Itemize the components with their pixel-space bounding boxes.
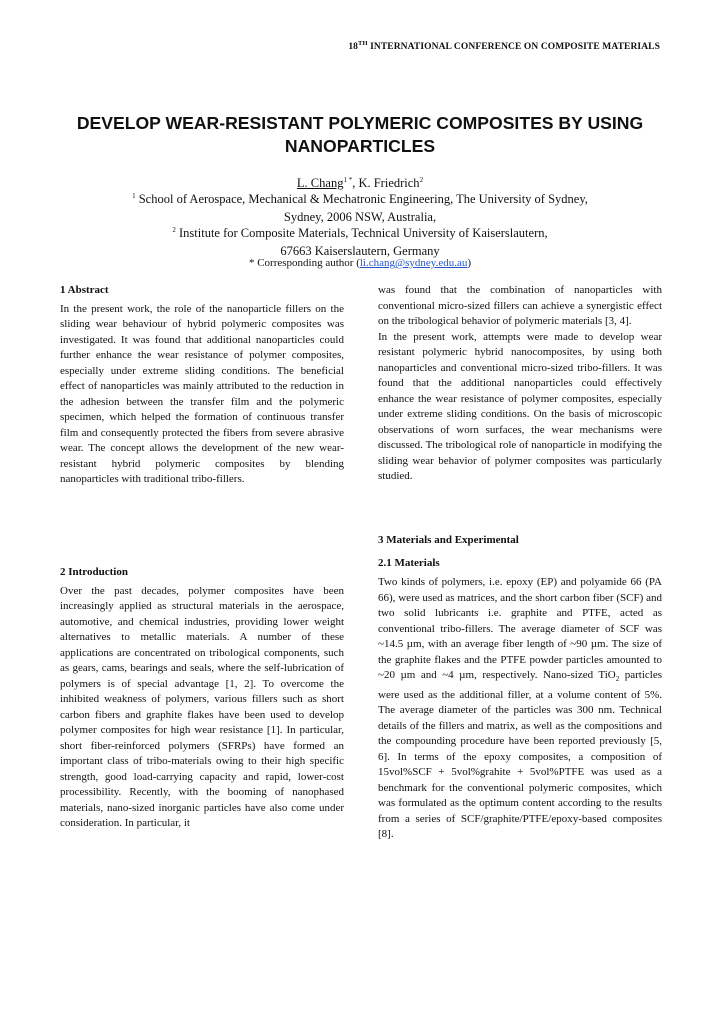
conference-number-suffix: TH — [358, 40, 368, 47]
conference-header — [0, 40, 720, 52]
materials-text-part-1: Two kinds of polymers, i.e. epoxy (EP) and polyamide 66 (PA 66), were used as matrices, and the short carbon fiber (SCF) and two solid lubricants i.e. graphite and PTFE, acted as conventional tribo-fillers. The average diameter of SCF was ~14.5 µm, with an average fiber length of ~90 µm. The size of the graphite flakes and the PTFE powder particles amounted to ~20 µm and ~4 µm, respectively. Nano-sized TiO — [378, 576, 662, 681]
affiliation-1-line-1: School of Aerospace, Mechanical & Mechatronic Engineering, The University of Sydney, — [135, 192, 588, 207]
conference-number: 18 — [348, 42, 359, 53]
materials-text-part-2: particles were used as the additional filler, at a volume content of 5%. The average diameter of the particles was 300 nm. Technical details of the fillers and matrix, as well as the compositions and the compounding procedure have been reported previously [5, 6]. In terms of the epoxy composites, a composition of 15vol%SCF + 5vol%grahite + 5vol%PTFE was used as a benchmark for the conventional polymeric composites, which was formulated as the optimum content according to the results from a series of SCF/graphite/PTFE/epoxy-based composites [8]. — [378, 669, 662, 841]
introduction-heading: 2 Introduction — [60, 566, 128, 578]
paper-title: DEVELOP WEAR-RESISTANT POLYMERIC COMPOSITES BY USING NANOPARTICLES — [76, 113, 644, 156]
materials-subheading: 2.1 Materials — [378, 556, 440, 569]
tio2-subscript: 2 — [615, 675, 620, 684]
materials-section — [378, 533, 662, 843]
author-friedrich: K. Friedrich — [358, 176, 420, 191]
introduction-text: Over the past decades, polymer composites have been increasingly applied as structural materials in the aerospace, automotive, and chemical industries, providing lower weight alternatives to metallic materials. A number of these applications are concentrated on tribological components, such as gears, cams, bearings and seals, where the self-lubrication of polymers is of special advantage [1, 2]. To overcome the inhibited weakness of polymers, various fillers such as short carbon fibers and graphite flakes have been used to develop polymer composites for high wear resistance [1]. In particular, short fiber-reinforced polymers (SFRPs) have formed an important class of tribo-materials owing to their high specific strength, good load-carrying capacity and rapid, lower-cost processibility. Recently, with the booming of nanophased materials, nano-sized inorganic particles have also come under consideration. In particular, it — [60, 584, 344, 829]
corresponding-author — [60, 257, 660, 269]
corresponding-email-link[interactable]: li.chang@sydney.edu.au — [359, 257, 468, 269]
affiliation-1-line-2: Sydney, 2006 NSW, Australia, — [283, 209, 437, 224]
affiliation-2-line-1: Institute for Composite Materials, Technical University of Kaiserslautern, — [175, 226, 548, 241]
author-chang: L. Chang — [296, 176, 344, 191]
affiliation-1 — [60, 188, 660, 226]
abstract-text: In the present work, the role of the nanoparticle fillers on the sliding wear behaviour of hybrid polymeric composites was investigated. It was found that additional nanoparticles could further enhance the wear resistance of polymer composites, especially under extreme sliding conditions. The beneficial effect of nanoparticles was mainly attributed to the reduction in the adhesion between the transfer film and the polymeric specimen, which helped the formation of continuous transfer film and consequently protected the fibers from severe abrasive wear. The concept allows the development of the new wear-resistant hybrid polymeric composites by blending nanoparticles with traditional tribo-fillers. — [60, 302, 344, 485]
affiliation-2-line-2: 67663 Kaiserslautern, Germany — [280, 243, 440, 258]
author-chang-affiliation-mark: 1 * — [343, 176, 353, 184]
abstract-heading: 1 Abstract — [60, 284, 109, 296]
introduction-continued — [378, 283, 662, 485]
abstract-section — [60, 283, 344, 488]
corresponding-prefix: * Corresponding author ( — [248, 257, 360, 269]
conference-name: INTERNATIONAL CONFERENCE ON COMPOSITE MATERIALS — [367, 42, 660, 53]
materials-text — [378, 575, 662, 843]
affiliation-2-number: 2 — [172, 226, 176, 234]
corresponding-suffix: ) — [467, 257, 472, 269]
author-separator: , — [352, 176, 359, 191]
affiliation-1-number: 1 — [132, 192, 136, 200]
affiliation-2 — [60, 222, 660, 260]
introduction-section — [60, 565, 344, 832]
author-friedrich-affiliation-mark: 2 — [419, 176, 424, 184]
introduction-aims-text: In the present work, attempts were made to develop wear resistant polymeric hybrid nanocomposites, by using both nanoparticles and conventional micro-sized tribo-fillers. It was found that the additional nanoparticles could effectively enhance the wear resistance of polymer composites, especially under extreme sliding conditions. On the basis of microscopic observations of worn surfaces, the wear mechanisms were discussed. The tribological role of nanoparticle in modifying the sliding wear behavior of polymer composites was particularly studied. — [378, 330, 662, 482]
introduction-continued-text: was found that the combination of nanoparticles with conventional micro-sized fillers can achieve a synergistic effect on the tribological behavior of polymeric materials [3, 4]. — [378, 284, 662, 327]
materials-heading: 3 Materials and Experimental — [378, 534, 519, 546]
